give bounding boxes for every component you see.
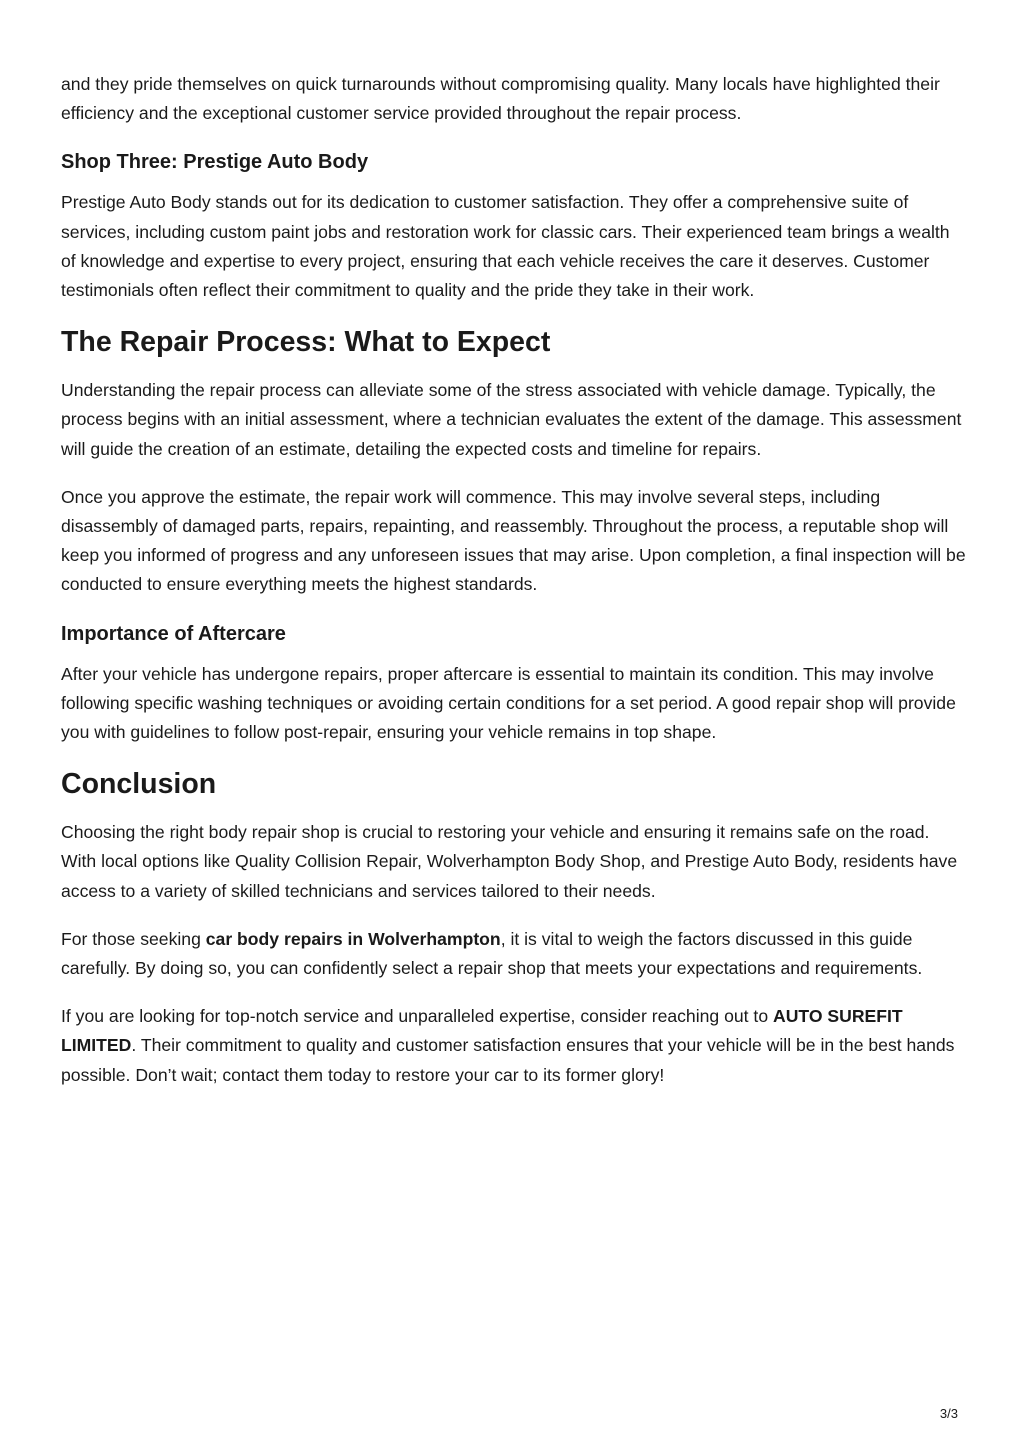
- conclusion-paragraph-2-after: , it is vital to weigh the factors discussed in this guide carefully. By doing so, you can confidently select a repair shop that meets your expectations and requirements.: [61, 928, 923, 979]
- conclusion-paragraph-1: Choosing the right body repair shop is crucial to restoring your vehicle and ensuring it remains safe on the road. With local options like Quality Collision Repair, Wolverhampton Body Shop, and Prestige Auto Body, residents have access to a variety of skilled technicians and services tailored to their needs.: [61, 822, 958, 901]
- conclusion-heading: Conclusion: [61, 768, 217, 801]
- conclusion-paragraph-2-before: For those seeking: [61, 928, 206, 949]
- document-body: [61, 70, 966, 1109]
- intro-paragraph: and they pride themselves on quick turnarounds without compromising quality. Many locals have highlighted their efficiency and the exceptional customer service provided throughout the repair process.: [61, 74, 940, 124]
- page-number: 3/3: [939, 1406, 958, 1421]
- shop-three-heading: Shop Three: Prestige Auto Body: [61, 151, 369, 174]
- aftercare-heading: Importance of Aftercare: [61, 622, 286, 645]
- repair-process-paragraph-1: Understanding the repair process can alleviate some of the stress associated with vehicle damage. Typically, the process begins with an initial assessment, where a technician evaluates the extent of the damage. This assessment will guide the creation of an estimate, detailing the expected costs and timeline for repairs.: [61, 380, 962, 459]
- conclusion-paragraph-2: [61, 925, 966, 983]
- aftercare-paragraph: After your vehicle has undergone repairs, proper aftercare is essential to maintain its condition. This may involve following specific washing techniques or avoiding certain conditions for a set period. A good repair shop will provide you with guidelines to follow post-repair, ensuring your vehicle remains in top shape.: [61, 663, 956, 743]
- conclusion-paragraph-3-after: . Their commitment to quality and customer satisfaction ensures that your vehicle will be in the best hands possible. Don’t wait; contact them today to restore your car to its former glory!: [61, 1035, 955, 1085]
- repair-process-paragraph-2: Once you approve the estimate, the repair work will commence. This may involve several steps, including disassembly of damaged parts, repairs, repainting, and reassembly. Throughout the process, a reputable shop will keep you informed of progress and any unforeseen issues that may arise. Upon completion, a final inspection will be conducted to ensure everything meets the highest standards.: [61, 486, 966, 595]
- repair-process-heading: The Repair Process: What to Expect: [61, 326, 551, 359]
- conclusion-paragraph-3: [61, 1002, 966, 1090]
- company-name: AUTO SUREFIT LIMITED: [61, 1006, 903, 1056]
- conclusion-paragraph-3-before: If you are looking for top-notch service and unparalleled expertise, consider reaching out to: [61, 1006, 773, 1027]
- shop-three-paragraph: Prestige Auto Body stands out for its dedication to customer satisfaction. They offer a comprehensive suite of services, including custom paint jobs and restoration work for classic cars. Their experienced team brings a wealth of knowledge and expertise to every project, ensuring that each vehicle receives the care it deserves. Customer testimonials often reflect their commitment to quality and the pride they take in their work.: [61, 192, 950, 301]
- keyword-link-text: car body repairs in Wolverhampton: [205, 928, 501, 949]
